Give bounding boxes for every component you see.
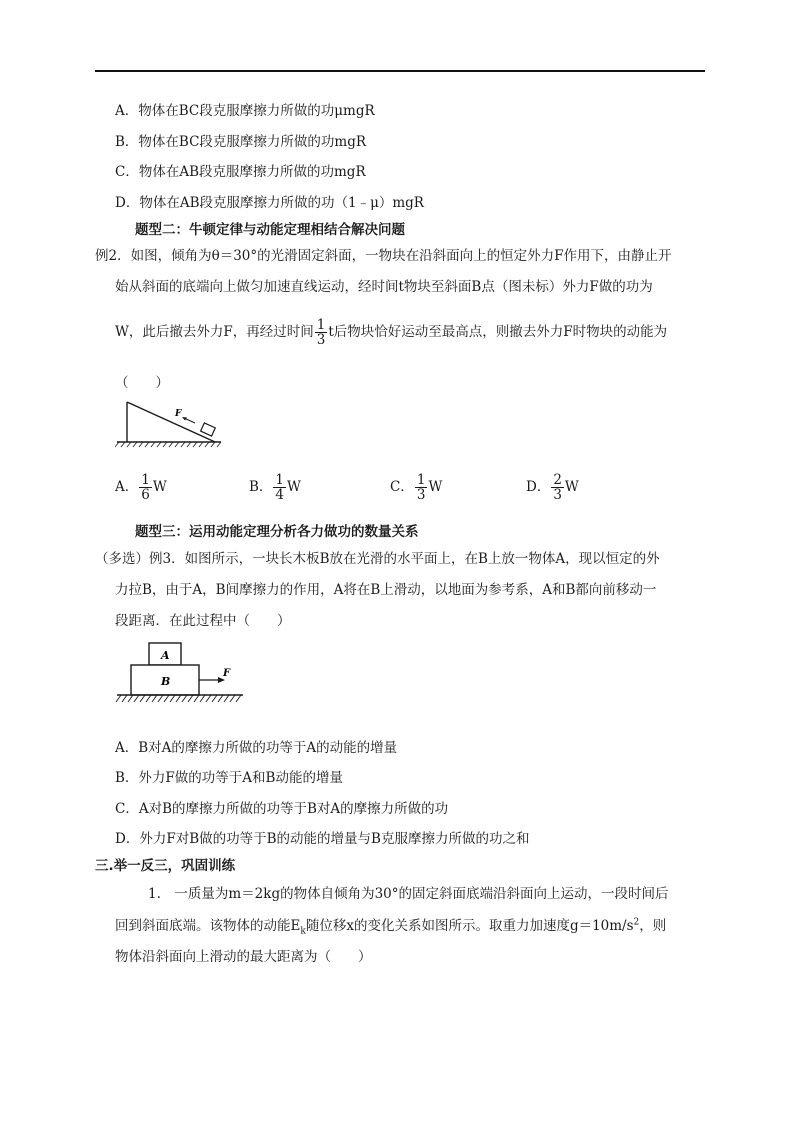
example3-option-a: A．B对A的摩擦力所做的功等于A的动能的增量 [115,740,398,756]
practice1-line3: 物体沿斜面向上滑动的最大距离为（ ） [115,949,372,965]
block-b-label: B [161,675,171,688]
incline-figure [115,396,225,448]
example2-line1: 例2．如图，倾角为θ＝30°的光滑固定斜面，一物块在沿斜面向上的恒定外力F作用下，由静止开 [95,248,672,264]
section3-title: 题型三：运用动能定理分析各力做功的数量关系 [135,524,419,540]
example2-line2: 始从斜面的底端向上做匀加速直线运动，经时间t物块至斜面B点（图未标）外力F做的功为 [115,279,653,295]
example2-option-a: A． $\frac{1}{6}$ W [115,472,167,504]
example2-option-b: B． $\frac{1}{4}$ W [249,472,301,504]
q1-option-d: D．物体在AB段克服摩擦力所做的功（1﹣μ）mgR [115,195,424,211]
practice1-line2: 回到斜面底端。该物体的动能$E_k$随位移x的变化关系如图所示。取重力加速度$g=10m/s^2$，则 [115,917,667,937]
part3-title: 三.举一反三，巩固训练 [95,858,236,874]
example2-line3: W，此后撤去外力F，再经过时间 $\frac{1}{3}$ t后物块恰好运动至最高点，则撤去外力F时物块的动能为 [115,317,668,349]
example2-answer-paren: （ ） [115,375,169,391]
q1-option-c: C．物体在AB段克服摩擦力所做的功mgR [115,164,366,180]
fraction-one-third: $\frac{1}{3}$ [316,317,326,349]
practice1-line1: 1. 一质量为m＝2kg的物体自倾角为30°的固定斜面底端沿斜面向上运动，一段时间后 [148,886,669,902]
example3-option-c: C．A对B的摩擦力所做的功等于B对A的摩擦力所做的功 [115,801,449,817]
example3-line3: 段距离．在此过程中（ ） [115,613,291,629]
example2-option-d: D． $\frac{2}{3}$ W [526,472,579,504]
blocks-figure [115,638,245,710]
section2-title: 题型二：牛顿定律与动能定理相结合解决问题 [135,222,405,238]
header-rule [95,70,705,72]
example3-line2: 力拉B，由于A，B间摩擦力的作用，A将在B上滑动，以地面为参考系，A和B都向前移动一 [115,582,657,598]
force-arrow-label: F [223,668,231,679]
example2-option-c: C． $\frac{1}{3}$ W [390,472,443,504]
example3-line1: （多选）例3．如图所示，一块长木板B放在光滑的水平面上，在B上放一物体A，现以恒定的外 [95,551,660,567]
q1-option-a: A．物体在BC段克服摩擦力所做的功μmgR [115,103,375,119]
example3-option-b: B．外力F做的功等于A和B动能的增量 [115,770,343,786]
force-label-f: F [175,409,182,419]
example3-option-d: D．外力F对B做的功等于B的动能的增量与B克服摩擦力所做的功之和 [115,831,530,847]
q1-option-b: B．物体在BC段克服摩擦力所做的功mgR [115,134,367,150]
block-a-label: A [161,649,170,662]
